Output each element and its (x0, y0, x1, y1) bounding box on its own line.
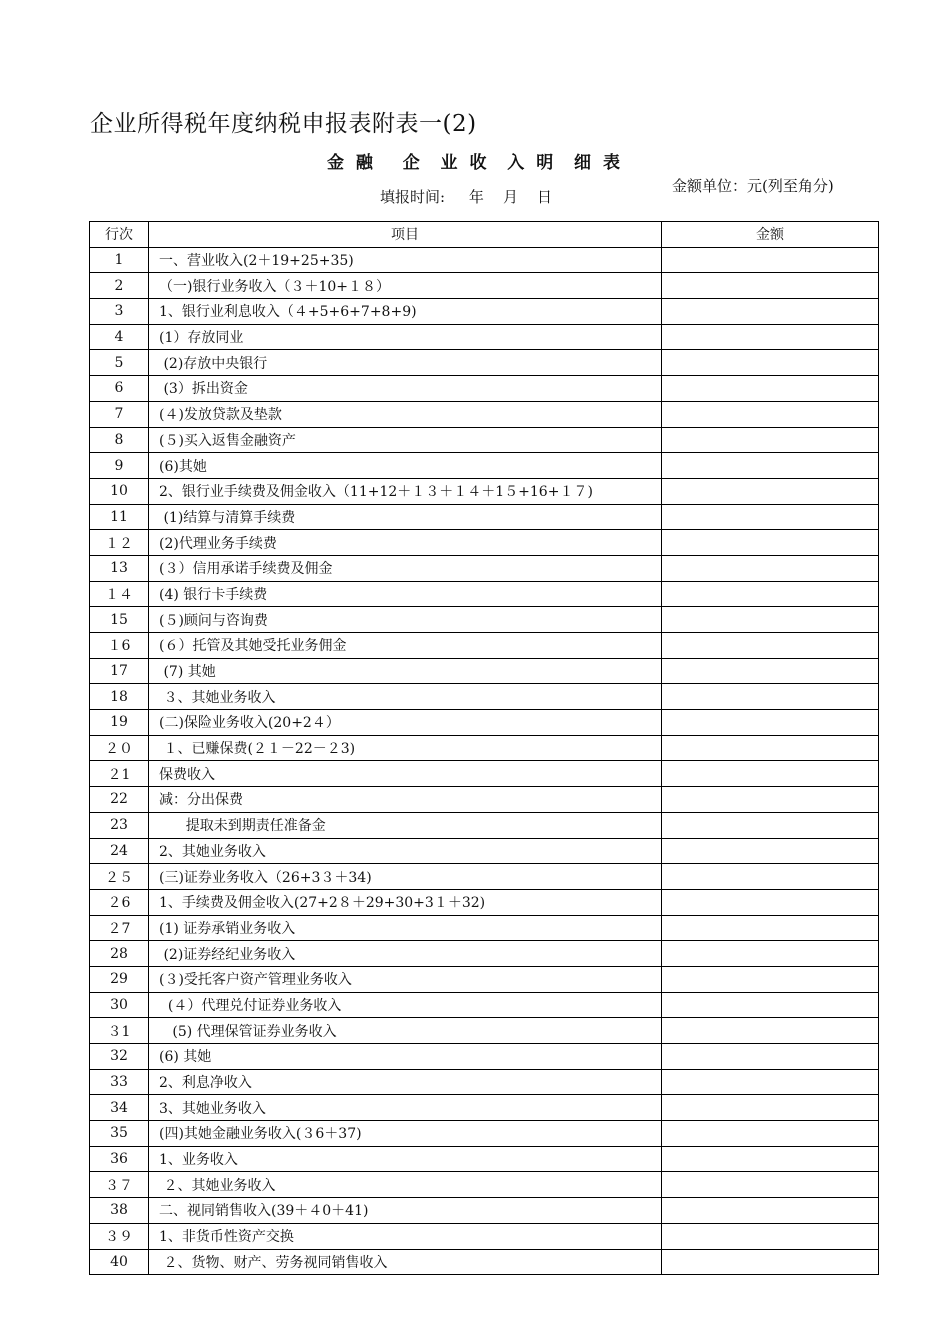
table-row (90, 966, 879, 992)
table-row (90, 1069, 879, 1095)
item-cell: (４)发放贷款及垫款 (149, 401, 662, 427)
row-number-cell: 28 (90, 941, 149, 967)
item-cell: 2、利息净收入 (149, 1069, 662, 1095)
item-cell: (三)证券业务收入（26+3３＋34) (149, 864, 662, 890)
table-row (90, 478, 879, 504)
header-item: 项目 (149, 222, 662, 248)
table-row (90, 273, 879, 299)
table-row (90, 915, 879, 941)
item-cell: (1) 证券承销业务收入 (149, 915, 662, 941)
table-row (90, 1223, 879, 1249)
item-cell: 1、非货币性资产交换 (149, 1223, 662, 1249)
amount-cell[interactable] (662, 504, 879, 530)
row-number-cell: 7 (90, 401, 149, 427)
item-cell: (二)保险业务收入(20+2４） (149, 710, 662, 736)
row-number-cell: 4 (90, 324, 149, 350)
row-number-cell: 29 (90, 966, 149, 992)
amount-cell[interactable] (662, 530, 879, 556)
table-row (90, 555, 879, 581)
amount-cell[interactable] (662, 247, 879, 273)
item-cell: (５)顾问与咨询费 (149, 607, 662, 633)
item-cell: (6)其她 (149, 453, 662, 479)
amount-cell[interactable] (662, 787, 879, 813)
row-number-cell: １6 (90, 633, 149, 659)
item-cell: (7) 其她 (149, 658, 662, 684)
item-cell: 1、银行业利息收入（４+5+6+7+8+9) (149, 299, 662, 325)
amount-cell[interactable] (662, 1172, 879, 1198)
form-title: 企业所得税年度纳税申报表附表一(2) (90, 111, 477, 137)
header-row-number: 行次 (90, 222, 149, 248)
item-cell: (６）托管及其她受托业务佣金 (149, 633, 662, 659)
amount-cell[interactable] (662, 555, 879, 581)
amount-cell[interactable] (662, 350, 879, 376)
amount-cell[interactable] (662, 1044, 879, 1070)
item-cell: 二、视同销售收入(39＋４0＋41) (149, 1198, 662, 1224)
row-number-cell: 2 (90, 273, 149, 299)
row-number-cell: １４ (90, 581, 149, 607)
fill-time-label: 填报时间: 年 月 日 (380, 188, 553, 206)
amount-cell[interactable] (662, 581, 879, 607)
table-row (90, 889, 879, 915)
row-number-cell: ２５ (90, 864, 149, 890)
table-row (90, 581, 879, 607)
table-row (90, 684, 879, 710)
row-number-cell: 23 (90, 812, 149, 838)
row-number-cell: ２1 (90, 761, 149, 787)
item-cell: 3、其她业务收入 (149, 1095, 662, 1121)
row-number-cell: 33 (90, 1069, 149, 1095)
row-number-cell: ３９ (90, 1223, 149, 1249)
row-number-cell: ２6 (90, 889, 149, 915)
amount-cell[interactable] (662, 1223, 879, 1249)
amount-cell[interactable] (662, 1121, 879, 1147)
item-cell: 一、营业收入(2＋19+25+35) (149, 247, 662, 273)
amount-cell[interactable] (662, 1095, 879, 1121)
item-cell: (1）存放同业 (149, 324, 662, 350)
amount-cell[interactable] (662, 735, 879, 761)
amount-cell[interactable] (662, 376, 879, 402)
item-cell: (4) 银行卡手续费 (149, 581, 662, 607)
row-number-cell: ３７ (90, 1172, 149, 1198)
item-cell: (５)买入返售金融资产 (149, 427, 662, 453)
table-row (90, 864, 879, 890)
table-row (90, 812, 879, 838)
table-row (90, 247, 879, 273)
amount-cell[interactable] (662, 1249, 879, 1275)
item-cell: ２、其她业务收入 (149, 1172, 662, 1198)
amount-cell[interactable] (662, 401, 879, 427)
row-number-cell: 19 (90, 710, 149, 736)
amount-cell[interactable] (662, 273, 879, 299)
row-number-cell: 22 (90, 787, 149, 813)
table-row (90, 1095, 879, 1121)
item-cell: ２、货物、财产、劳务视同销售收入 (149, 1249, 662, 1275)
row-number-cell: 13 (90, 555, 149, 581)
item-cell: （一)银行业务收入（３＋10+１８） (149, 273, 662, 299)
item-cell: (3）拆出资金 (149, 376, 662, 402)
table-row (90, 941, 879, 967)
amount-cell[interactable] (662, 915, 879, 941)
table-body (90, 247, 879, 1275)
table-row (90, 787, 879, 813)
form-subtitle: 金 融 企 业 收 入 明 细 表 (327, 153, 623, 173)
table-row (90, 607, 879, 633)
table-row (90, 1249, 879, 1275)
item-cell: (2)存放中央银行 (149, 350, 662, 376)
amount-cell[interactable] (662, 1146, 879, 1172)
item-cell: ３、其她业务收入 (149, 684, 662, 710)
amount-cell[interactable] (662, 1018, 879, 1044)
row-number-cell: 15 (90, 607, 149, 633)
amount-cell[interactable] (662, 478, 879, 504)
row-number-cell: ２7 (90, 915, 149, 941)
amount-cell[interactable] (662, 710, 879, 736)
table-row (90, 427, 879, 453)
amount-cell[interactable] (662, 1198, 879, 1224)
table-row (90, 299, 879, 325)
amount-cell[interactable] (662, 684, 879, 710)
item-cell: (３)受托客户资产管理业务收入 (149, 966, 662, 992)
table-row (90, 633, 879, 659)
amount-cell[interactable] (662, 633, 879, 659)
table-row (90, 1146, 879, 1172)
item-cell: 2、其她业务收入 (149, 838, 662, 864)
row-number-cell: ３1 (90, 1018, 149, 1044)
item-cell: 1、手续费及佣金收入(27+2８＋29+30+3１＋32) (149, 889, 662, 915)
header-amount: 金额 (662, 222, 879, 248)
table-row (90, 1121, 879, 1147)
item-cell: (2)代理业务手续费 (149, 530, 662, 556)
table-row (90, 350, 879, 376)
row-number-cell: 9 (90, 453, 149, 479)
row-number-cell: 18 (90, 684, 149, 710)
item-cell: (３）信用承诺手续费及佣金 (149, 555, 662, 581)
row-number-cell: 35 (90, 1121, 149, 1147)
row-number-cell: １２ (90, 530, 149, 556)
item-cell: (４）代理兑付证券业务收入 (149, 992, 662, 1018)
item-cell: (2)证券经纪业务收入 (149, 941, 662, 967)
table-row (90, 401, 879, 427)
item-cell: (6) 其她 (149, 1044, 662, 1070)
row-number-cell: 34 (90, 1095, 149, 1121)
table-row (90, 376, 879, 402)
amount-unit-label: 金额单位：元(列至角分) (672, 177, 834, 195)
table-header-row (90, 222, 879, 248)
row-number-cell: 24 (90, 838, 149, 864)
amount-cell[interactable] (662, 761, 879, 787)
row-number-cell: 5 (90, 350, 149, 376)
table-row (90, 1044, 879, 1070)
amount-cell[interactable] (662, 427, 879, 453)
row-number-cell: 10 (90, 478, 149, 504)
table-row (90, 735, 879, 761)
table-row (90, 658, 879, 684)
amount-cell[interactable] (662, 812, 879, 838)
table-row (90, 324, 879, 350)
table-row (90, 530, 879, 556)
item-cell: 提取未到期责任准备金 (149, 812, 662, 838)
amount-cell[interactable] (662, 889, 879, 915)
item-cell: 1、业务收入 (149, 1146, 662, 1172)
item-cell: 保费收入 (149, 761, 662, 787)
amount-cell[interactable] (662, 992, 879, 1018)
amount-cell[interactable] (662, 838, 879, 864)
row-number-cell: 11 (90, 504, 149, 530)
amount-cell[interactable] (662, 966, 879, 992)
item-cell: 2、银行业手续费及佣金收入（11+12＋１３＋１４＋1５+16+１７) (149, 478, 662, 504)
table-row (90, 761, 879, 787)
amount-cell[interactable] (662, 324, 879, 350)
row-number-cell: 36 (90, 1146, 149, 1172)
item-cell: １、已赚保费(２１－22－２3) (149, 735, 662, 761)
income-detail-table (89, 221, 879, 1275)
amount-cell[interactable] (662, 941, 879, 967)
amount-cell[interactable] (662, 453, 879, 479)
amount-cell[interactable] (662, 864, 879, 890)
amount-cell[interactable] (662, 658, 879, 684)
row-number-cell: ２０ (90, 735, 149, 761)
item-cell: (四)其她金融业务收入(３6＋37) (149, 1121, 662, 1147)
item-cell: 减：分出保费 (149, 787, 662, 813)
amount-cell[interactable] (662, 1069, 879, 1095)
table-row (90, 453, 879, 479)
row-number-cell: 38 (90, 1198, 149, 1224)
table-row (90, 838, 879, 864)
row-number-cell: 3 (90, 299, 149, 325)
table-row (90, 1172, 879, 1198)
row-number-cell: 8 (90, 427, 149, 453)
row-number-cell: 32 (90, 1044, 149, 1070)
row-number-cell: 17 (90, 658, 149, 684)
item-cell: (1)结算与清算手续费 (149, 504, 662, 530)
table-row (90, 992, 879, 1018)
row-number-cell: 6 (90, 376, 149, 402)
amount-cell[interactable] (662, 299, 879, 325)
amount-cell[interactable] (662, 607, 879, 633)
table-row (90, 1018, 879, 1044)
item-cell: (5) 代理保管证券业务收入 (149, 1018, 662, 1044)
table-row (90, 1198, 879, 1224)
row-number-cell: 40 (90, 1249, 149, 1275)
table-row (90, 710, 879, 736)
row-number-cell: 1 (90, 247, 149, 273)
row-number-cell: 30 (90, 992, 149, 1018)
table-row (90, 504, 879, 530)
